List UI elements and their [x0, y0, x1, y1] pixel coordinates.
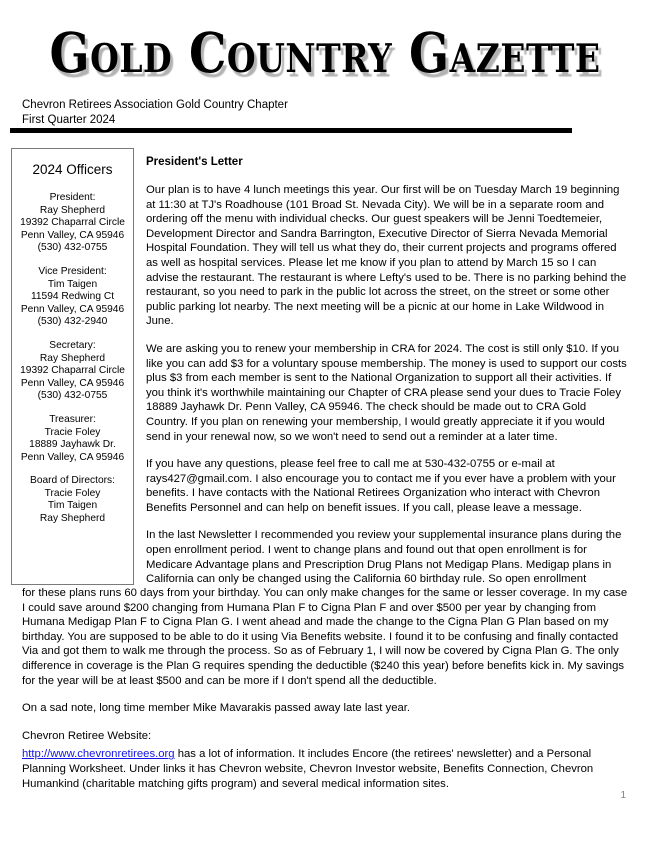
officers-sidebar [11, 148, 134, 585]
board-member: Tracie Foley [44, 487, 101, 499]
newsletter-title: Gold Country Gazette [49, 21, 601, 87]
letter-heading: President's Letter [146, 156, 243, 168]
website-label: Chevron Retiree Website: [22, 729, 152, 742]
officer-address-line2: Penn Valley, CA 95946 [20, 229, 125, 241]
website-paragraph [22, 747, 630, 791]
board-member: Ray Shepherd [39, 513, 106, 525]
board-member: Tim Taigen [47, 500, 98, 512]
officer-address-line2: Penn Valley, CA 95946 [20, 377, 125, 389]
letter-paragraph-1: Our plan is to have 4 lunch meetings this year. Our first will be on Tuesday March 19 beginning at 11:30 at TJ's Roadhouse (101 Broad St. Nevada City). We will be in a separate room and ordering off the menu with individual checks. Our guest speakers will be Jenni Toedtemeier, Development Director and Sandra Barrington, Executive Director of Sierra Nevada Memorial Hospital Foundation. They will tell us what they do, their current projects and programs offered as well as hospital services. Please let me know if you plan to attend by March 15 so I can advise the restaurant. The restaurant is where Lefty's used to be. There is no parking behind the restaurant, so you need to park in the public lot across the street, on the street or some other public parking lot nearby. The next meeting will be a picnic at our home in Lake Wildwood in June. [146, 184, 627, 328]
letter-paragraph-3: If you have any questions, please feel free to call me at 530-432-0755 or e-mail at rays427@gmail.com. I also encourage you to contact me if you ever have a problem with your benefits. I have contacts with the National Retirees Organization who interact with Chevron Benefits Personnel and can help on benefit issues. If you call, please leave a message. [146, 458, 616, 514]
officer-treasurer [12, 414, 133, 464]
letter-paragraph-5: On a sad note, long time member Mike Mavarakis passed away late last year. [22, 702, 411, 715]
officer-address-line2: Penn Valley, CA 95946 [20, 451, 125, 463]
chevron-retirees-website-link[interactable]: http://www.chevronretirees.org [22, 748, 175, 761]
officer-name: Tim Taigen [47, 278, 98, 290]
board-of-directors [12, 475, 133, 525]
officer-address-line1: 19392 Chaparral Circle [20, 365, 125, 377]
officer-address-line2: Penn Valley, CA 95946 [20, 303, 125, 315]
header-divider-rule [10, 128, 572, 133]
officer-secretary [12, 340, 133, 403]
website-description: has a lot of information. It includes Encore (the retirees' newsletter) and a Personal Planning Worksheet. Under links it has Chevron website, Chevron Investor website, Benefits Connection, Chevron Humankind (charitable matching gifts program) and several medical information sites. [22, 748, 594, 790]
letter-full-width-column [22, 586, 630, 804]
officer-address-line1: 19392 Chaparral Circle [20, 217, 125, 229]
officer-address-line1: 11594 Redwing Ct [30, 291, 115, 303]
masthead [0, 21, 650, 87]
officer-vice-president [12, 266, 133, 329]
officer-role: Vice President: [38, 265, 107, 277]
officer-name: Ray Shepherd [39, 204, 106, 216]
presidents-letter-column [146, 155, 630, 600]
issue-line: First Quarter 2024 [22, 114, 116, 126]
officer-phone: (530) 432-0755 [37, 390, 108, 402]
officers-title: 2024 Officers [32, 162, 113, 177]
masthead-subtitle [22, 98, 288, 128]
officer-role: Secretary: [49, 339, 96, 351]
officer-phone: (530) 432-0755 [37, 242, 108, 254]
officer-role: Treasurer: [49, 413, 96, 425]
officer-phone: (530) 432-2940 [37, 316, 108, 328]
officer-address-line1: 18889 Jayhawk Dr. [29, 439, 116, 451]
board-label: Board of Directors: [30, 475, 115, 487]
letter-paragraph-4-bottom: for these plans runs 60 days from your birthday. You can only make changes for the same or lesser coverage. In my case I could save around $200 changing from Humana Plan F to Cigna Plan F and over $500 per year by changing from Humana Medigap Plan F to Cigna Plan G. I went ahead and made the change to the Cigna Plan G Plan based on my birthday. You are supposed to be able to do it using Via Benefits website. I found it to be confusing and finally contacted Via and got them to walk me through the process. So as of February 1, I will now be covered by Cigna Plan G. The only difference in coverage is the Plan G requires spending the deductible ($240 this year) before benefits kick in. My savings for the year will be at least $500 and can be more if I don't spend all the deductible. [22, 587, 628, 687]
officer-name: Tracie Foley [44, 426, 101, 438]
officer-president [12, 192, 133, 255]
letter-paragraph-2: We are asking you to renew your membership in CRA for 2024. The cost is still only $10. If you like you can add $3 for a voluntary spouse membership. The money is used to support our costs plus $3 from each member is sent to the National Organization to support all their activities. If you think it's worthwhile maintaining our Chapter of CRA please send your dues to Tracie Foley 18889 Jayhawk Dr. Penn Valley, CA 95946. The check should be made out to CRA Gold Country. If you plan on renewing your membership, I would greatly appreciate it if you would send in your renewal now, so we won't need to send out a reminder at a later time. [146, 342, 627, 443]
letter-paragraph-4-top: In the last Newsletter I recommended you review your supplemental insurance plans during the open enrollment period. I went to change plans and found out that open enrollment is for Medicare Advantage plans and Prescription Drug Plans not Medigap Plans. Medigap plans in California can only be changed using the California 60 birthday rule. So open enrollment [146, 529, 622, 586]
officer-role: President: [49, 192, 96, 203]
officer-name: Ray Shepherd [39, 352, 106, 364]
organization-line: Chevron Retirees Association Gold Country Chapter [22, 99, 288, 111]
page-number: 1 [620, 790, 626, 801]
